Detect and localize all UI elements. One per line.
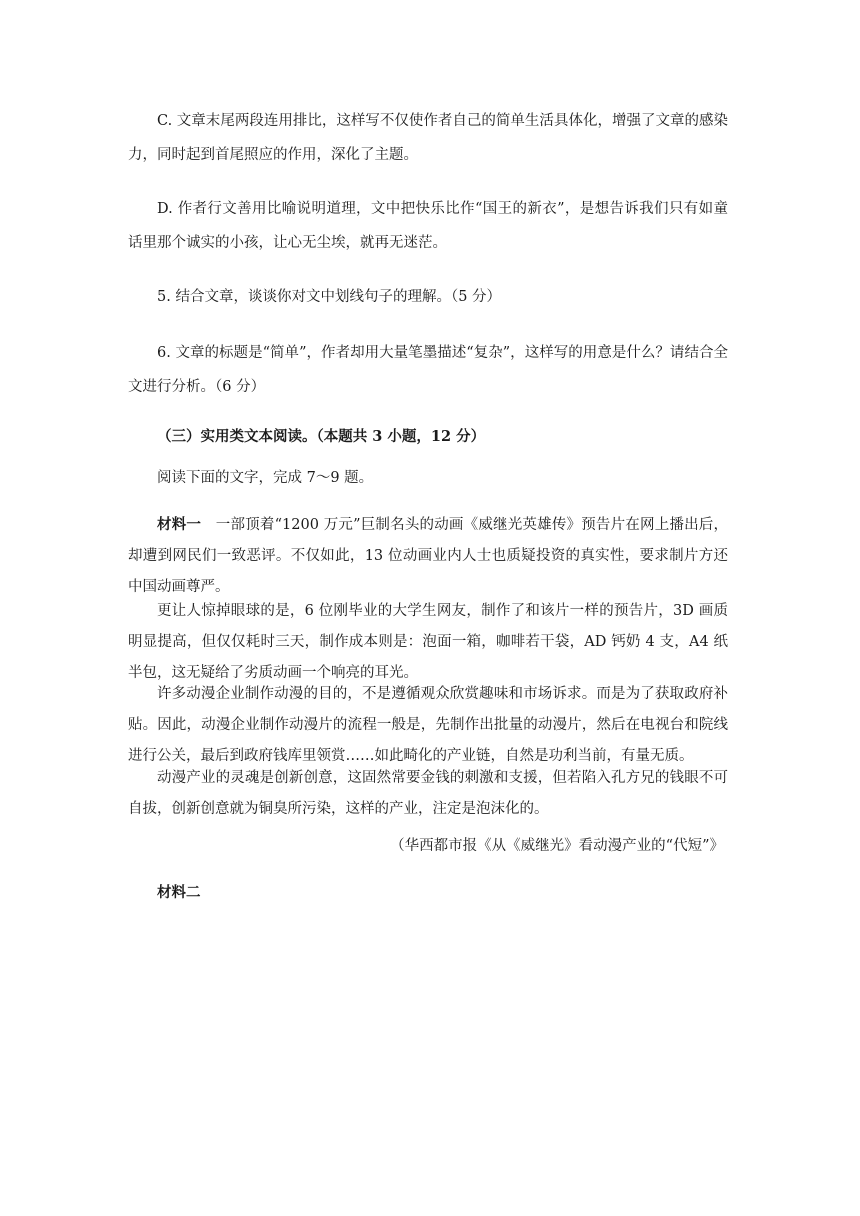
option-c: C. 文章末尾两段连用排比，这样写不仅使作者自己的简单生活具体化，增强了文章的感染力，同时起到首尾照应的作用，深化了主题。 xyxy=(128,113,728,163)
question-6: 6. 文章的标题是“简单”，作者却用大量笔墨描述“复杂”，这样写的用意是什么？请结合全文进行分析。（6 分） xyxy=(128,345,728,395)
material1-paragraph-3: 许多动漫企业制作动漫的目的，不是遵循观众欣赏趣味和市场诉求。而是为了获取政府补贴。因此，动漫企业制作动漫片的流程一般是，先制作出批量的动漫片，然后在电视台和院线进行公关，最后到政府钱库里领赏……如此畸化的产业链，自然是功利当前，有量无质。 xyxy=(128,686,728,764)
material1-label: 材料一 xyxy=(157,516,202,533)
material2-label: 材料二 xyxy=(157,884,201,901)
question-5: 5. 结合文章，谈谈你对文中划线句子的理解。（5 分） xyxy=(157,289,502,305)
section-instruction: 阅读下面的文字，完成 7～9 题。 xyxy=(157,470,374,486)
material1-paragraph-1 xyxy=(128,509,728,603)
section-heading: （三）实用类文本阅读。（本题共 3 小题，12 分） xyxy=(157,428,486,445)
material1-p1-text: 一部顶着“1200 万元”巨制名头的动画《威继光英雄传》预告片在网上播出后，却遭到网民们一致恶评。不仅如此，13 位动画业内人士也质疑投资的真实性，要求制片方还中国动画尊严。 xyxy=(128,517,729,595)
material1-paragraph-4: 动漫产业的灵魂是创新创意，这固然常要金钱的刺激和支援，但若陷入孔方兄的钱眼不可自拔，创新创意就为铜臭所污染，这样的产业，注定是泡沫化的。 xyxy=(128,770,728,817)
material1-paragraph-2: 更让人惊掉眼球的是，6 位刚毕业的大学生网友，制作了和该片一样的预告片，3D 画质明显提高，但仅仅耗时三天，制作成本则是：泡面一箱，咖啡若干袋，AD 钙奶 4 支，A4 纸半包，这无疑给了劣质动画一个响亮的耳光。 xyxy=(128,603,728,681)
material1-source: （华西都市报《从《威继光》看动漫产业的“代短”》 xyxy=(390,838,724,854)
option-d: D. 作者行文善用比喻说明道理，文中把快乐比作“国王的新衣”，是想告诉我们只有如童话里那个诚实的小孩，让心无尘埃，就再无迷茫。 xyxy=(128,201,728,251)
